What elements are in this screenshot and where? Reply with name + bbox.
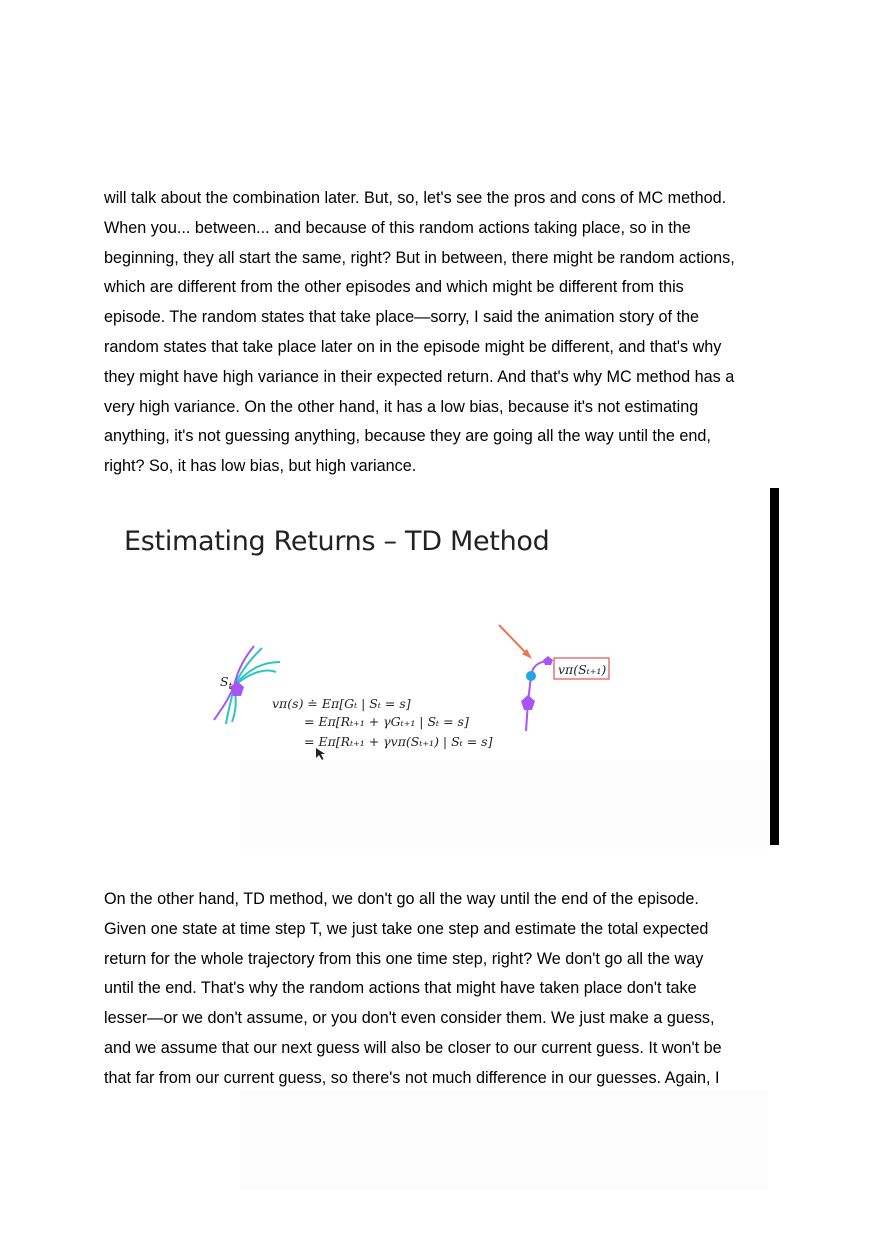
- equation-line-1: vπ(s) ≐ Eπ[Gₜ | Sₜ = s]: [272, 696, 411, 711]
- paragraph-mc-method: [104, 184, 794, 482]
- text-line: beginning, they all start the same, right? But in between, there might be random actions,: [104, 248, 735, 267]
- text-line: When you... between... and because of this random actions taking place, so in the: [104, 218, 691, 237]
- paragraph-td-method: [104, 885, 794, 1094]
- text-line: random states that take place later on in the episode might be different, and that's why: [104, 337, 722, 356]
- next-state-estimate-label: vπ(Sₜ₊₁): [558, 662, 607, 677]
- state-label: $S_t$: [220, 674, 233, 692]
- text-line: until the end. That's why the random actions that might have taken place don't take: [104, 979, 697, 998]
- text-line: episode. The random states that take place—sorry, I said the animation story of the: [104, 308, 700, 327]
- slide-bottom-region: [240, 760, 768, 850]
- equation-line-2: = Eπ[Rₜ₊₁ + γGₜ₊₁ | Sₜ = s]: [304, 714, 469, 729]
- text-line: right? So, it has low bias, but high variance.: [104, 457, 417, 476]
- td-backup-icon: [499, 625, 609, 731]
- text-line: return for the whole trajectory from this one time step, right? We don't go all the way: [104, 949, 704, 968]
- text-line: and we assume that our next guess will also be closer to our current guess. It won't be: [104, 1038, 722, 1057]
- equation-line-3: = Eπ[Rₜ₊₁ + γvπ(Sₜ₊₁) | Sₜ = s]: [304, 734, 493, 749]
- text-line: On the other hand, TD method, we don't go all the way until the end of the episode.: [104, 890, 699, 908]
- text-line: anything, it's not guessing anything, because they are going all the way until the end,: [104, 427, 711, 446]
- text-line: lesser—or we don't assume, or you don't even consider them. We just make a guess,: [104, 1009, 715, 1028]
- slide-title: Estimating Returns – TD Method: [124, 526, 550, 557]
- text-line: which are different from the other episodes and which might be different from this: [104, 278, 684, 297]
- text-line: very high variance. On the other hand, it has a low bias, because it's not estimating: [104, 397, 699, 416]
- bottom-image-region: [240, 1090, 768, 1190]
- text-line: they might have high variance in their expected return. And that's why MC method has a: [104, 367, 735, 386]
- text-line: will talk about the combination later. But, so, let's see the pros and cons of MC method.: [104, 189, 727, 207]
- text-line: Given one state at time step T, we just take one step and estimate the total expected: [104, 919, 709, 938]
- text-line: that far from our current guess, so there's not much difference in our guesses. Again, I: [104, 1068, 720, 1087]
- scroll-bar[interactable]: [770, 488, 779, 845]
- mouse-cursor-icon: [316, 748, 325, 760]
